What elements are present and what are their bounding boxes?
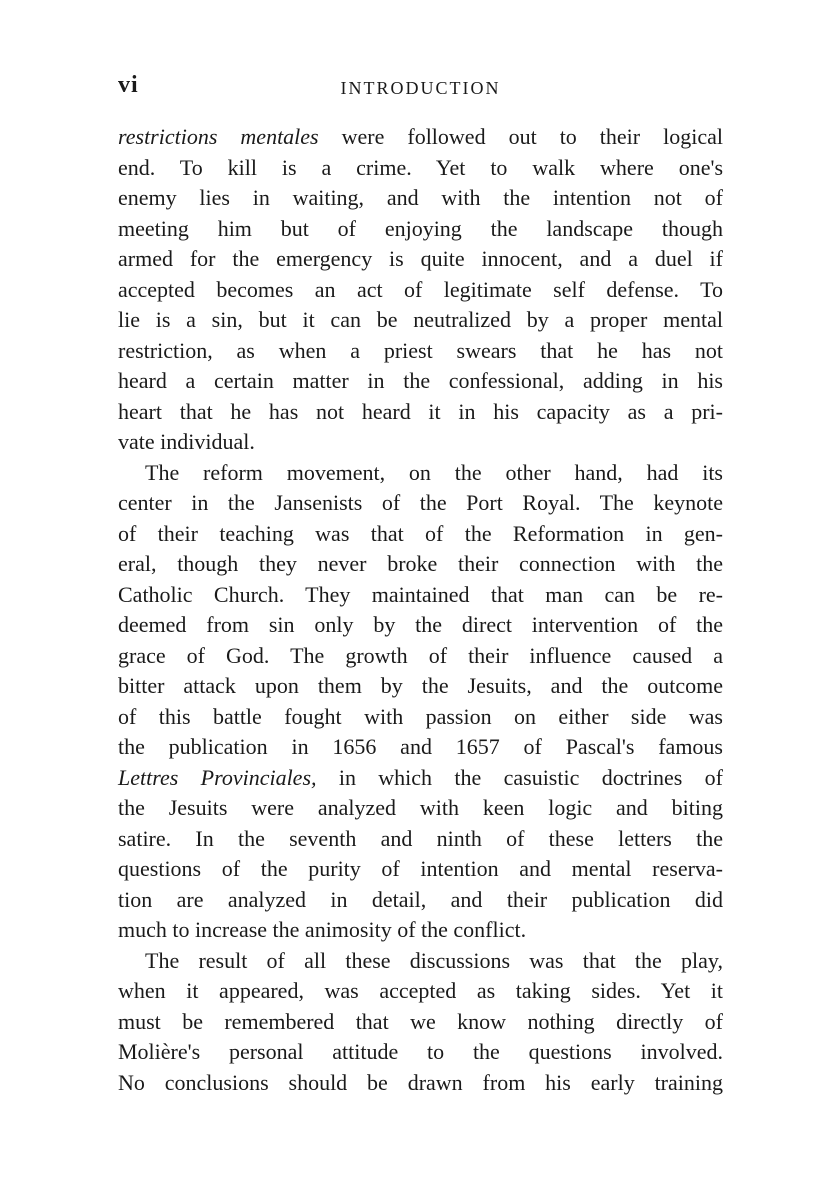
text-segment: much to increase the animosity of the conflict.	[118, 917, 527, 942]
text-line	[118, 153, 723, 184]
text-line	[118, 397, 723, 428]
page-number: vi	[118, 72, 139, 98]
italic-text: Lettres Provinciales,	[118, 764, 317, 790]
text-line	[118, 1007, 723, 1038]
text-segment: lie is a sin, but it can be neutralized by a proper mental	[118, 307, 723, 332]
text-segment: center in the Jansenists of the Port Royal. The keynote	[118, 490, 723, 515]
text-segment: heart that he has not heard it in his capacity as a pri-	[118, 398, 723, 424]
text-segment: satire. In the seventh and ninth of these letters the	[118, 825, 723, 851]
text-segment: end. To kill is a crime. Yet to walk where one's	[118, 154, 723, 180]
text-segment: questions of the purity of intention and mental reserva-	[118, 856, 723, 881]
text-line	[118, 275, 723, 306]
text-line	[118, 549, 723, 580]
text-segment: enemy lies in waiting, and with the intention not of	[118, 185, 723, 210]
text-line	[118, 641, 723, 672]
text-line	[118, 122, 723, 153]
text-segment: meeting him but of enjoying the landscape though	[118, 215, 723, 241]
text-segment: The result of all these discussions was that the play,	[145, 947, 723, 973]
text-line	[118, 244, 723, 275]
text-segment: The reform movement, on the other hand, had its	[145, 459, 723, 485]
text-line	[118, 763, 723, 794]
text-line	[118, 610, 723, 641]
running-title: INTRODUCTION	[340, 78, 501, 98]
text-segment: bitter attack upon them by the Jesuits, and the outcome	[118, 673, 723, 698]
text-segment: the publication in 1656 and 1657 of Pascal's famous	[118, 734, 723, 759]
text-line	[118, 732, 723, 763]
body-text	[118, 122, 723, 1098]
text-segment: grace of God. The growth of their influence caused a	[118, 642, 723, 668]
text-segment: in which the casuistic doctrines of	[316, 764, 724, 790]
text-line	[118, 1037, 723, 1068]
text-line	[118, 671, 723, 702]
text-line	[118, 580, 723, 611]
text-line	[118, 885, 723, 916]
text-segment: armed for the emergency is quite innocent, and a duel if	[118, 246, 723, 271]
text-line	[118, 793, 723, 824]
text-segment: heard a certain matter in the confessional, adding in his	[118, 368, 723, 393]
text-line	[118, 824, 723, 855]
text-line	[118, 214, 723, 245]
text-line	[118, 519, 723, 550]
text-line	[118, 488, 723, 519]
text-line	[118, 305, 723, 336]
text-segment: Catholic Church. They maintained that man can be re-	[118, 581, 723, 607]
text-segment: of their teaching was that of the Reformation in gen-	[118, 520, 723, 546]
text-segment: deemed from sin only by the direct intervention of the	[118, 612, 723, 637]
text-line	[118, 915, 723, 946]
text-line	[118, 854, 723, 885]
text-segment: were followed out to their logical	[318, 124, 723, 149]
text-segment: must be remembered that we know nothing directly of	[118, 1008, 723, 1034]
text-line	[118, 366, 723, 397]
text-segment: eral, though they never broke their connection with the	[118, 551, 723, 576]
text-segment: vate individual.	[118, 429, 255, 454]
text-line	[118, 946, 723, 977]
text-line	[118, 336, 723, 367]
text-line	[118, 458, 723, 489]
text-segment: of this battle fought with passion on either side was	[118, 703, 723, 729]
text-segment: tion are analyzed in detail, and their publication did	[118, 886, 723, 912]
text-line	[118, 976, 723, 1007]
text-line	[118, 1068, 723, 1099]
text-line	[118, 702, 723, 733]
text-segment: restriction, as when a priest swears that he has not	[118, 337, 723, 363]
text-line	[118, 427, 723, 458]
italic-text: restrictions mentales	[118, 124, 319, 149]
text-segment: accepted becomes an act of legitimate self defense. To	[118, 276, 723, 302]
text-segment: when it appeared, was accepted as taking sides. Yet it	[118, 978, 723, 1003]
page-header	[118, 72, 723, 108]
text-segment: No conclusions should be drawn from his early training	[118, 1069, 723, 1095]
text-segment: Molière's personal attitude to the questions involved.	[118, 1039, 723, 1064]
text-segment: the Jesuits were analyzed with keen logic and biting	[118, 795, 723, 820]
text-line	[118, 183, 723, 214]
